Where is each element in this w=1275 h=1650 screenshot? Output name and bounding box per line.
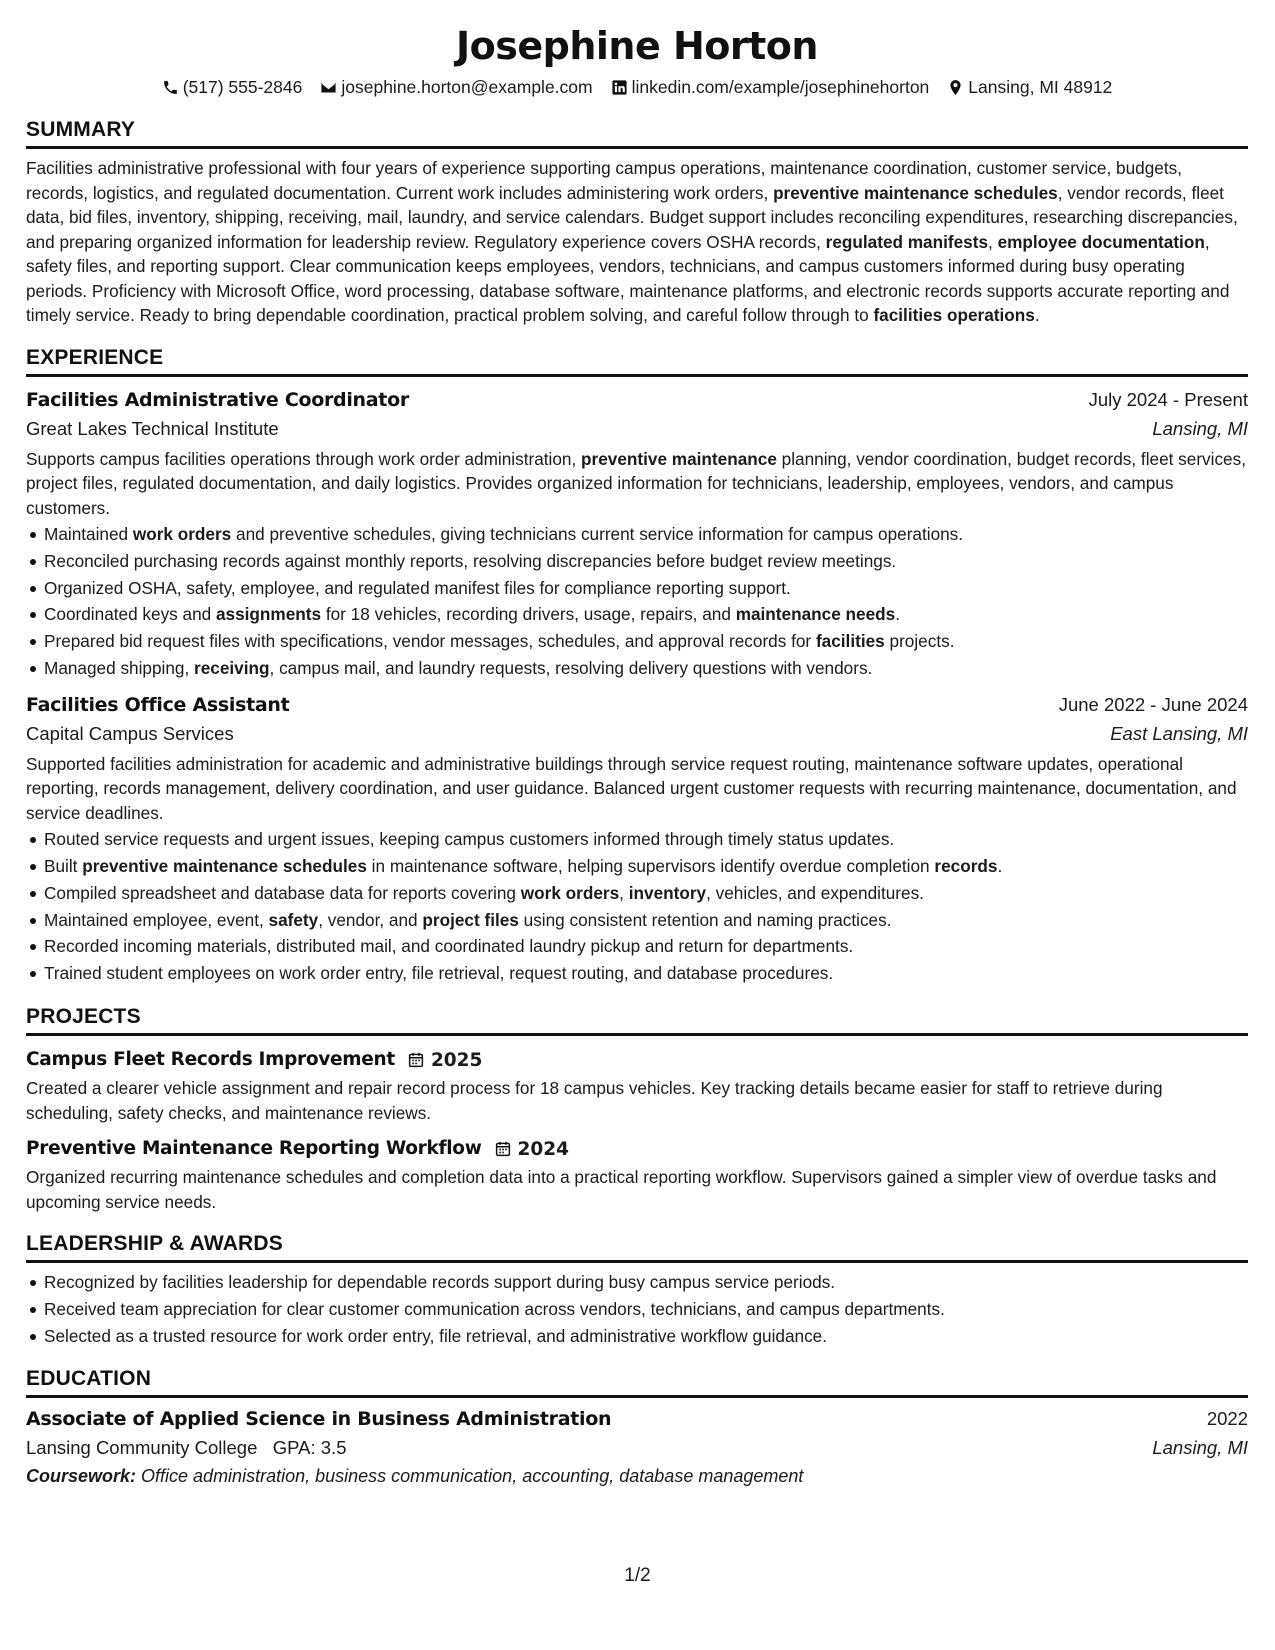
job-location: Lansing, MI [1152, 417, 1248, 439]
degree-year: 2022 [1206, 1408, 1248, 1430]
list-item: Routed service requests and urgent issues, keeping campus customers informed through timely status updates. [26, 826, 1248, 853]
phone-icon [162, 79, 179, 96]
list-item: Compiled spreadsheet and database data for reports covering work orders, inventory, vehicles, and expenditures. [26, 880, 1248, 907]
education-entry [26, 1404, 1248, 1490]
job-company: Capital Campus Services [26, 722, 234, 744]
job-date: June 2022 - June 2024 [1058, 693, 1248, 715]
job-entry-2 [26, 690, 1248, 987]
contact-location [947, 74, 1112, 100]
leadership-section [26, 1230, 1248, 1349]
page-number: 1/2 [624, 1565, 651, 1586]
job-title: Facilities Administrative Coordinator [26, 388, 409, 411]
list-item: Recorded incoming materials, distributed mail, and coordinated laundry pickup and return for departments. [26, 933, 1248, 960]
list-item: Recognized by facilities leadership for dependable records support during busy campus service periods. [26, 1269, 1248, 1296]
list-item: Coordinated keys and assignments for 18 vehicles, recording drivers, usage, repairs, and maintenance needs. [26, 601, 1248, 628]
contact-linkedin[interactable] [611, 74, 930, 100]
degree-title: Associate of Applied Science in Business Administration [26, 1408, 612, 1431]
experience-heading: EXPERIENCE [26, 344, 1248, 377]
job-title: Facilities Office Assistant [26, 693, 290, 716]
experience-section [26, 344, 1248, 988]
list-item: Managed shipping, receiving, campus mail, and laundry requests, resolving delivery questions with vendors. [26, 655, 1248, 682]
contact-phone [162, 74, 303, 100]
list-item: Maintained employee, event, safety, vendor, and project files using consistent retention and naming practices. [26, 907, 1248, 934]
list-item: Trained student employees on work order entry, file retrieval, request routing, and database procedures. [26, 960, 1248, 987]
project-description: Organized recurring maintenance schedules and completion data into a practical reporting workflow. Supervisors gained a simpler view of overdue tasks and upcoming service needs. [26, 1167, 1217, 1212]
job-description: Supports campus facilities operations through work order administration, preventive maintenance planning, vendor coordination, budget records, fleet services, project files, regulated documentation, and daily logistics. Provides organized information for technicians, leadership, employees, vendors, and campus customers. [26, 448, 1246, 518]
contact-email[interactable] [320, 74, 592, 100]
contact-bar [26, 74, 1248, 100]
project-title: Campus Fleet Records Improvement [26, 1049, 395, 1071]
list-item: Organized OSHA, safety, employee, and regulated manifest files for compliance reporting support. [26, 575, 1248, 602]
project-year: 2025 [407, 1050, 483, 1071]
leadership-bullets [26, 1269, 1248, 1349]
list-item: Selected as a trusted resource for work order entry, file retrieval, and administrative workflow guidance. [26, 1323, 1248, 1350]
summary-section [26, 116, 1248, 328]
list-item: Maintained work orders and preventive schedules, giving technicians current service information for campus operations. [26, 521, 1248, 548]
map-pin-icon [947, 79, 964, 96]
education-section [26, 1365, 1248, 1490]
job-location: East Lansing, MI [1110, 722, 1248, 744]
projects-section [26, 1003, 1248, 1214]
email-text[interactable]: josephine.horton@example.com [341, 77, 593, 97]
summary-heading: SUMMARY [26, 116, 1248, 149]
job-date: July 2024 - Present [1088, 388, 1248, 410]
project-description: Created a clearer vehicle assignment and repair record process for 18 campus vehicles. Key tracking details became easier for staff to retrieve during scheduling, safety checks, and maintenance reviews. [26, 1078, 1163, 1123]
job-bullets [26, 521, 1248, 682]
resume-page [26, 20, 1248, 1490]
calendar-icon [494, 1140, 512, 1158]
location-text: Lansing, MI 48912 [968, 77, 1113, 97]
list-item: Built preventive maintenance schedules in maintenance software, helping supervisors identify overdue completion records. [26, 853, 1248, 880]
job-entry-1 [26, 385, 1248, 682]
project-header-2 [26, 1135, 1248, 1163]
leadership-heading: LEADERSHIP & AWARDS [26, 1230, 1248, 1263]
coursework: Coursework: Office administration, business communication, accounting, database management [26, 1466, 804, 1487]
phone-text: (517) 555-2846 [182, 77, 303, 97]
education-heading: EDUCATION [26, 1365, 1248, 1398]
job-company: Great Lakes Technical Institute [26, 417, 279, 439]
candidate-name: Josephine Horton [456, 24, 818, 68]
job-description: Supported facilities administration for academic and administrative buildings through service request routing, maintenance software updates, operational reporting, records management, delivery coordination, and user guidance. Balanced urgent customer requests with recurring maintenance, documentation, and service deadlines. [26, 753, 1237, 823]
summary-text: Facilities administrative professional with four years of experience supporting campus operations, maintenance coordination, customer service, budgets, records, logistics, and regulated documentation. Current work includes administering work orders, preventive maintenance schedules, vendor records, fleet data, bid files, inventory, shipping, receiving, mail, laundry, and service calendars. Budget support includes reconciling expenditures, researching discrepancies, and preparing organized information for leadership review. Regulatory experience covers OSHA records, regulated manifests, employee documentation, safety files, and reporting support. Clear communication keeps employees, vendors, technicians, and campus customers informed during busy operating periods. Proficiency with Microsoft Office, word processing, database software, maintenance platforms, and electronic records supports accurate reporting and timely service. Ready to bring dependable coordination, practical problem solving, and careful follow through to facilities operations. [26, 158, 1238, 325]
list-item: Prepared bid request files with specifications, vendor messages, schedules, and approval records for facilities projects. [26, 628, 1248, 655]
project-header-1 [26, 1046, 1248, 1074]
list-item: Reconciled purchasing records against monthly reports, resolving discrepancies before budget review meetings. [26, 548, 1248, 575]
project-year: 2024 [494, 1139, 570, 1160]
project-title: Preventive Maintenance Reporting Workflow [26, 1138, 482, 1160]
school-location: Lansing, MI [1152, 1437, 1248, 1459]
calendar-icon [407, 1051, 425, 1069]
linkedin-text[interactable]: linkedin.com/example/josephinehorton [631, 77, 930, 97]
projects-heading: PROJECTS [26, 1003, 1248, 1036]
linkedin-icon [611, 79, 628, 96]
list-item: Received team appreciation for clear customer communication across vendors, technicians, and campus departments. [26, 1296, 1248, 1323]
envelope-icon [320, 79, 337, 96]
job-bullets [26, 826, 1248, 987]
school-info: Lansing Community College GPA: 3.5 [26, 1437, 347, 1459]
